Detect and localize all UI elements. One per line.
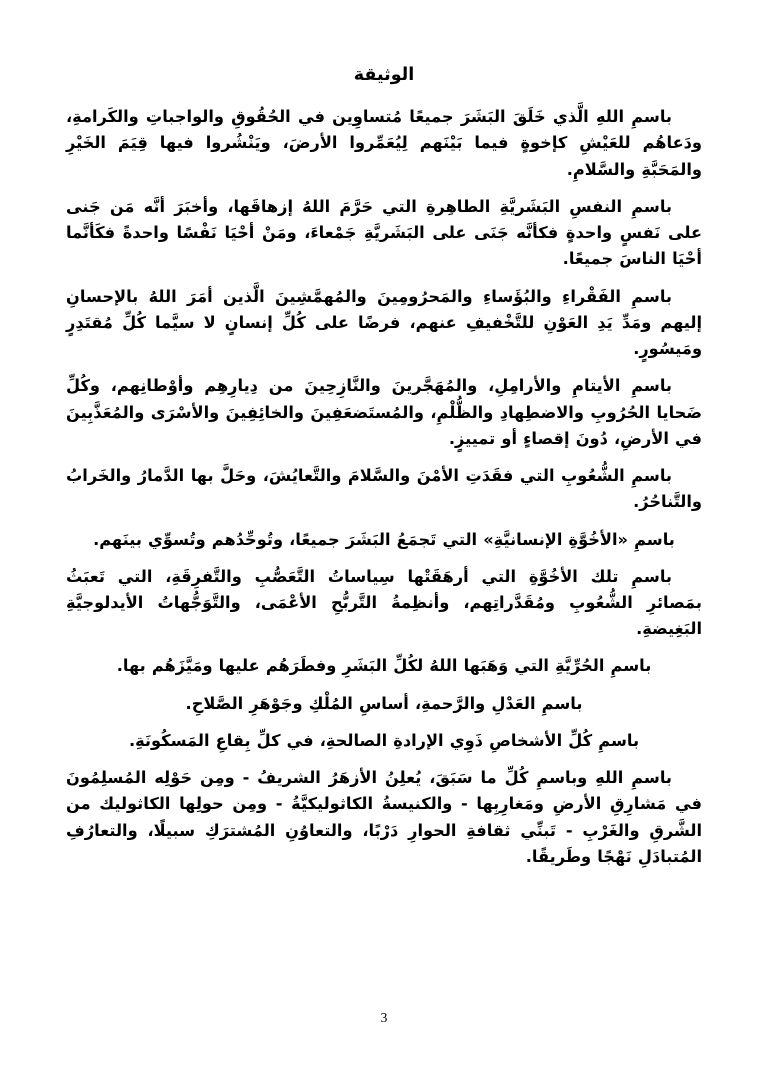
paragraph-7: باسمِ تلك الأخُوَّةِ التي أرهَقَتْها سِياساتُ التَّعَصُّبِ والتَّفرِقَةِ، التي تَعبَثُ بمَصائرِ الشُّعُوبِ ومُقَدَّراتِهم، وأنظِمةُ التَّربُّحِ الأعْمَى، والتَّوَجُّهاتُ الأيدلوجيَّةِ البَغِيضةِ. (66, 566, 702, 639)
paragraph-4: باسمِ الأيتامِ والأرامِلِ، والمُهَجَّرينَ والنَّازِحِينَ من دِيارِهِم وأوْطانِهم، وكُلِّ ضَحايا الحُرُوبِ والاضطِهادِ والظُّلْمِ، والمُستَضعَفِينَ والخائِفِينَ والأسْرَى والمُعَذَّبِينَ في الأرضِ، دُونَ إقصاءٍ أو تمييزٍ. (66, 376, 702, 448)
paragraph-10: باسمِ كُلِّ الأشخاصِ ذَوِي الإرادةِ الصالحةِ، في كلِّ بِقاعِ المَسكُونَةِ. (128, 730, 640, 750)
paragraph-11: باسمِ اللهِ وباسمِ كُلِّ ما سَبَقَ، يُعلِنُ الأزهَرُ الشريفُ - ومِن حَوْلِه المُسلِمُونَ في مَشارِقِ الأرضِ ومَغارِبِها - والكنيسةُ الكاثوليكيَّةُ - ومِن حولِها الكاثوليك من الشَّرقِ والغَرْبِ - تَبنِّي ثقافةِ الحوارِ دَرْبًا، والتعاوُنِ المُشترَكِ سبيلًا، والتعارُفِ المُتبادَلِ نَهْجًا وطَريقًا. (66, 768, 702, 866)
paragraph-3: باسمِ الفَقْراءِ والبُؤَساءِ والمَحرُومِينَ والمُهمَّشِينَ الَّذين أمَرَ اللهُ بالإحسانِ إليهم ومَدِّ يَدِ العَوْنِ للتَّخْفيفِ عنهم، فرضًا على كُلِّ إنسانٍ لا سيَّما كُلِّ مُقتَدِرٍ ومَيسُورٍ. (66, 286, 702, 359)
page-title: الوثيقة (353, 65, 415, 85)
paragraph-5: باسمِ الشُّعُوبِ التي فقَدَتِ الأمْنَ والسَّلامَ والتَّعايُشَ، وحَلَّ بها الدَّمارُ والخَرابُ والتَّناحُرُ. (66, 466, 702, 512)
page-number: 3 (380, 1010, 388, 1025)
paragraph-2: باسمِ النفسِ البَشَريَّةِ الطاهِرةِ التي حَرَّمَ اللهُ إزهاقَها، وأخبَرَ أنَّه مَن جَنى على نَفسٍ واحدةٍ فكأنَّه جَنَى على البَشَريَّةِ جَمْعاءَ، ومَنْ أحْيَا نَفْسًا واحدةً فكَأنَّما أحْيَا الناسَ جميعًا. (66, 196, 702, 269)
paragraph-8: باسمِ الحُرِّيَّةِ التي وَهَبَها اللهُ لكُلِّ البَشَرِ وفطَرَهُم عليها ومَيَّزَهُم بها. (116, 656, 652, 676)
paragraph-6: باسمِ «الأخُوَّةِ الإنسانيَّةِ» التي تَجمَعُ البَشَرَ جميعًا، وتُوحِّدُهم وتُسوِّي بينَهم. (93, 529, 675, 549)
paragraph-1: باسمِ اللهِ الَّذي خَلَقَ البَشَرَ جميعًا مُتساوِين في الحُقُوقِ والواجباتِ والكَرامةِ، ودَعاهُم للعَيْشِ كإخوةٍ فيما بَيْنَهم لِيُعَمِّروا الأرضَ، ويَنْشُروا فيها قِيَمَ الخَيْرِ والمَحَبَّةِ والسَّلامِ. (66, 107, 702, 179)
paragraph-9: باسمِ العَدْلِ والرَّحمةِ، أساسِ المُلْكِ وجَوْهَرِ الصَّلاحِ. (185, 693, 583, 713)
page-content-area (66, 62, 702, 881)
